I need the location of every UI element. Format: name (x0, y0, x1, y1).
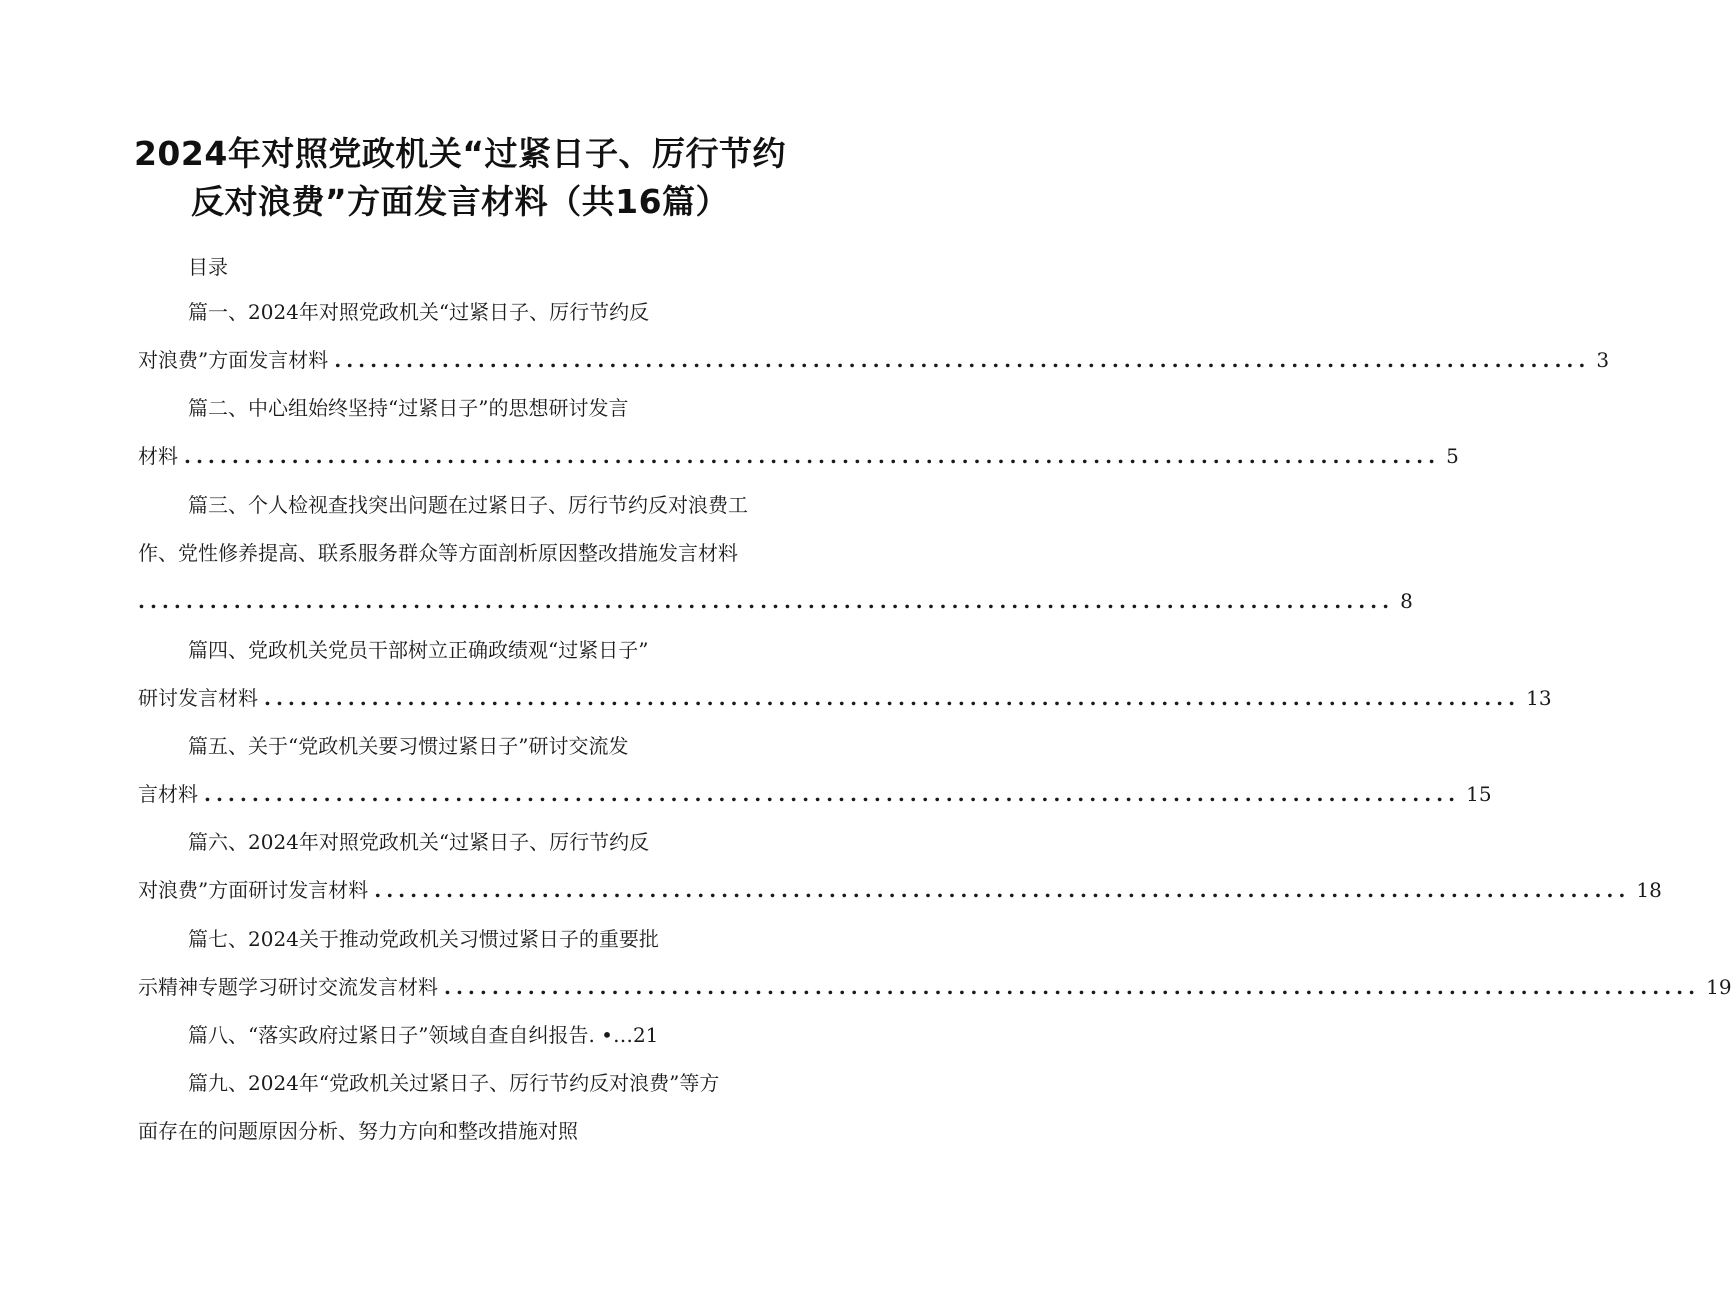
toc-entry-7-line1[interactable]: 篇七、2024关于推动党政机关习惯过紧日子的重要批 (188, 927, 659, 951)
toc-entry-2-line1[interactable]: 篇二、中心组始终坚持“过紧日子”的思想研讨发言 (188, 396, 629, 420)
toc-entry-5-line2: 言材料 (138, 782, 198, 806)
dot-leader: ......................................................................................................... (334, 348, 1591, 372)
toc-entry-6-leader[interactable] (138, 876, 1662, 904)
toc-entry-6-line2: 对浪费”方面研讨发言材料 (138, 878, 369, 902)
toc-entry-8-line1[interactable]: 篇八、“落实政府过紧日子”领域自查自纠报告. •…21 (188, 1023, 659, 1047)
toc-entry-9-line2[interactable]: 面存在的问题原因分析、努力方向和整改措施对照 (138, 1119, 578, 1143)
toc-entry-5-line1[interactable]: 篇五、关于“党政机关要习惯过紧日子”研讨交流发 (188, 734, 629, 758)
toc-entry-7-leader[interactable] (138, 973, 1732, 1001)
toc-heading: 目录 (188, 255, 228, 279)
toc-entry-4-page: 13 (1526, 686, 1552, 710)
toc-entry-7-page: 19 (1706, 975, 1732, 999)
toc-entry-3-page: 8 (1400, 589, 1413, 613)
toc-entry-4-leader[interactable] (138, 684, 1552, 712)
toc-entry-1-line2: 对浪费”方面发言材料 (138, 348, 329, 372)
dot-leader: ......................................................................................................... (374, 878, 1631, 902)
toc-entry-3-line2[interactable]: 作、党性修养提高、联系服务群众等方面剖析原因整改措施发言材料 (138, 541, 738, 565)
document-title-line2: 反对浪费”方面发言材料（共16篇） (190, 182, 730, 221)
document-title-line1: 2024年对照党政机关“过紧日子、厉行节约 (133, 134, 787, 173)
toc-entry-3-line1[interactable]: 篇三、个人检视查找突出问题在过紧日子、厉行节约反对浪费工 (188, 493, 748, 517)
dot-leader: ......................................................................................................... (138, 589, 1395, 613)
toc-entry-5-leader[interactable] (138, 780, 1492, 808)
toc-entry-3-leader[interactable] (138, 587, 1413, 615)
toc-entry-1-page: 3 (1596, 348, 1610, 372)
dot-leader: ......................................................................................................... (184, 444, 1441, 468)
toc-entry-4-line1[interactable]: 篇四、党政机关党员干部树立正确政绩观“过紧日子” (188, 638, 649, 662)
toc-entry-1-leader[interactable] (138, 346, 1610, 374)
toc-entry-4-line2: 研讨发言材料 (138, 686, 258, 710)
toc-entry-2-leader[interactable] (138, 442, 1459, 470)
dot-leader: ......................................................................................................... (204, 782, 1461, 806)
dot-leader: ......................................................................................................... (444, 975, 1701, 999)
toc-entry-6-line1[interactable]: 篇六、2024年对照党政机关“过紧日子、厉行节约反 (188, 830, 650, 854)
toc-entry-2-page: 5 (1446, 444, 1459, 468)
toc-entry-1-line1[interactable]: 篇一、2024年对照党政机关“过紧日子、厉行节约反 (188, 300, 650, 324)
toc-entry-5-page: 15 (1466, 782, 1492, 806)
toc-entry-9-line1[interactable]: 篇九、2024年“党政机关过紧日子、厉行节约反对浪费”等方 (188, 1071, 720, 1095)
toc-entry-7-line2: 示精神专题学习研讨交流发言材料 (138, 975, 438, 999)
toc-entry-6-page: 18 (1636, 878, 1662, 902)
toc-entry-2-line2: 材料 (138, 444, 178, 468)
dot-leader: ......................................................................................................... (264, 686, 1521, 710)
